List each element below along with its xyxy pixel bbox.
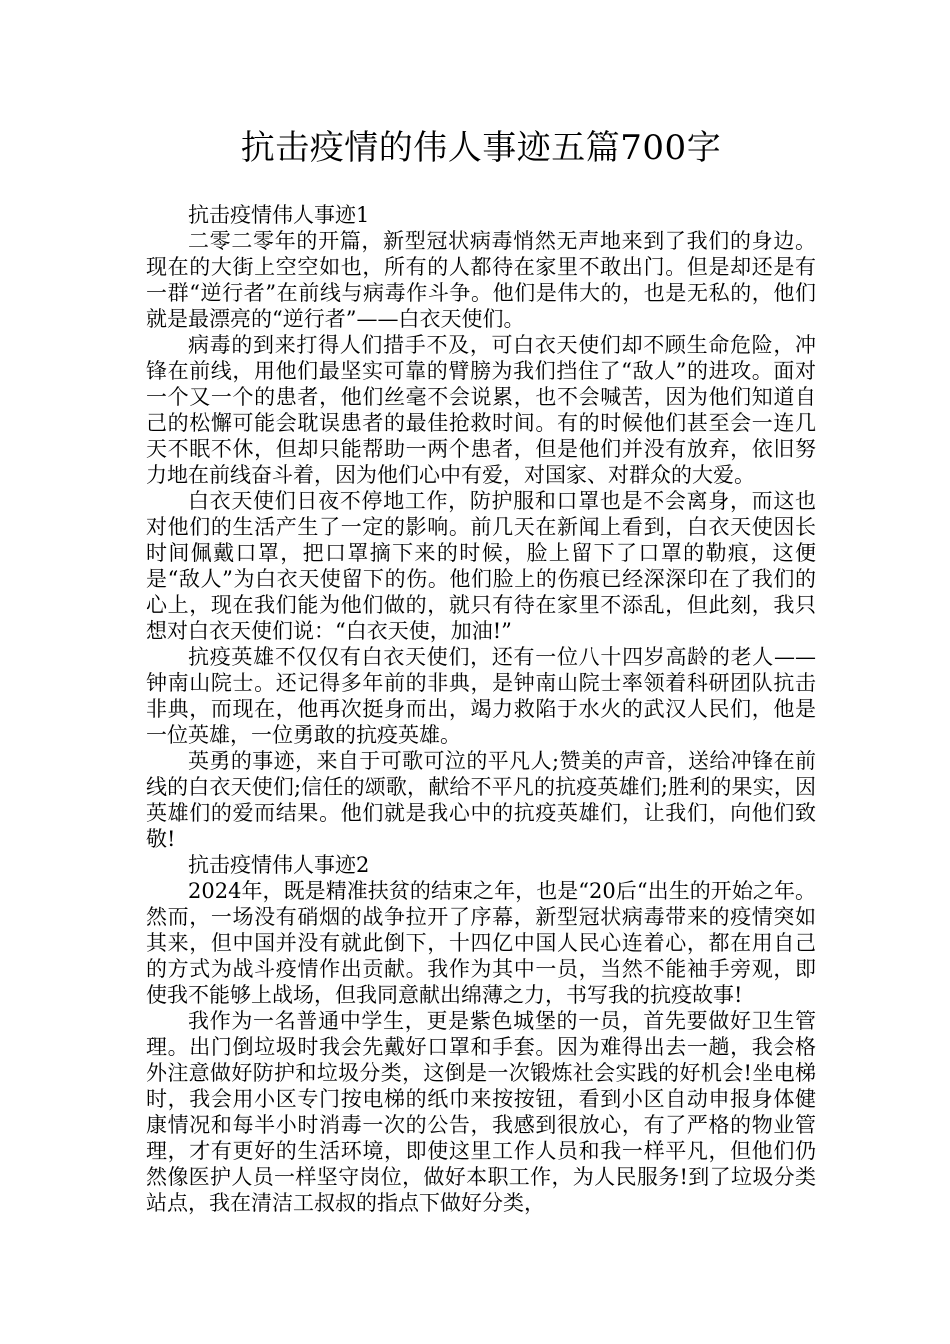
paragraph: 2024年，既是精准扶贫的结束之年，也是“20后“出生的开始之年。然而，一场没有硝烟的战争拉开了序幕，新型冠状病毒带来的疫情突如其来，但中国并没有就此倒下，十四亿中国人民心连着心，都在用自己的方式为战斗疫情作出贡献。我作为其中一员，当然不能袖手旁观，即使我不能够上战场，但我同意献出绵薄之力，书写我的抗疫故事! (146, 879, 816, 1007)
paragraph: 白衣天使们日夜不停地工作，防护服和口罩也是不会离身，而这也对他们的生活产生了一定的影响。前几天在新闻上看到，白衣天使因长时间佩戴口罩，把口罩摘下来的时候，脸上留下了口罩的勒痕，这便是“敌人”为白衣天使留下的伤。他们脸上的伤痕已经深深印在了我们的心上，现在我们能为他们做的，就只有待在家里不添乱，但此刻，我只想对白衣天使们说：“白衣天使，加油!” (146, 489, 816, 643)
paragraph: 英勇的事迹，来自于可歌可泣的平凡人;赞美的声音，送给冲锋在前线的白衣天使们;信任的颂歌，献给不平凡的抗疫英雄们;胜利的果实，因英雄们的爱而结果。他们就是我心中的抗疫英雄们，让我们，向他们致敬! (146, 749, 816, 851)
section-heading-2: 抗击疫情伟人事迹2 (188, 853, 370, 877)
paragraph: 抗疫英雄不仅仅有白衣天使们，还有一位八十四岁高龄的老人——钟南山院士。还记得多年前的非典，是钟南山院士率领着科研团队抗击非典，而现在，他再次挺身而出，竭力救陷于水火的武汉人民们，他是一位英雄，一位勇敢的抗疫英雄。 (146, 645, 816, 747)
paragraph: 二零二零年的开篇，新型冠状病毒悄然无声地来到了我们的身边。现在的大街上空空如也，所有的人都待在家里不敢出门。但是却还是有一群“逆行者”在前线与病毒作斗争。他们是伟大的，也是无私的，他们就是最漂亮的“逆行者”——白衣天使们。 (146, 229, 816, 331)
section-heading-1: 抗击疫情伟人事迹1 (188, 203, 370, 227)
document-page (146, 118, 816, 1216)
paragraph: 我作为一名普通中学生，更是紫色城堡的一员，首先要做好卫生管理。出门倒垃圾时我会先戴好口罩和手套。因为难得出去一趟，我会格外注意做好防护和垃圾分类，这倒是一次锻炼社会实践的好机会!坐电梯时，我会用小区专门按电梯的纸巾来按按钮，看到小区自动申报身体健康情况和每半小时消毒一次的公告，我感到很放心，有了严格的物业管理，才有更好的生活环境，即使这里工作人员和我一样平凡，但他们仍然像医护人员一样坚守岗位，做好本职工作，为人民服务!到了垃圾分类站点，我在清洁工叔叔的指点下做好分类， (146, 1009, 816, 1215)
paragraph: 病毒的到来打得人们措手不及，可白衣天使们却不顾生命危险，冲锋在前线，用他们最坚实可靠的臂膀为我们挡住了“敌人”的进攻。面对一个又一个的患者，他们丝毫不会说累，也不会喊苦，因为他们知道自己的松懈可能会耽误患者的最佳抢救时间。有的时候他们甚至会一连几天不眠不休，但却只能帮助一两个患者，但是他们并没有放弃，依旧努力地在前线奋斗着，因为他们心中有爱，对国家、对群众的大爱。 (146, 333, 816, 487)
document-title: 抗击疫情的伟人事迹五篇700字 (240, 128, 722, 168)
